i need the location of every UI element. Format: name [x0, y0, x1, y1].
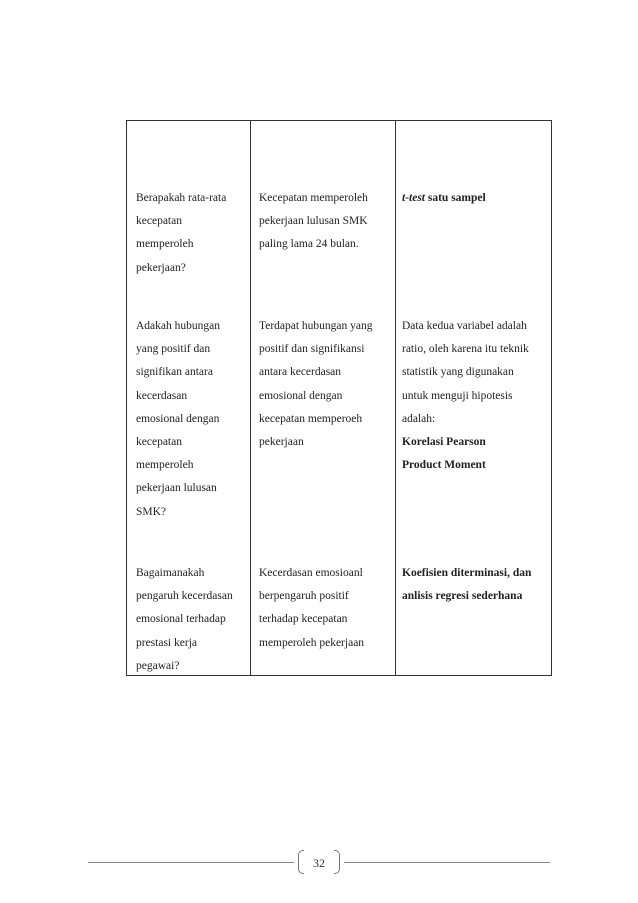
footer-rule-left — [88, 862, 294, 863]
row2-analysis: Data kedua variabel adalah ratio, oleh karena itu teknik statistik yang digunakan untuk menguji hipotesis adalah: Korelasi Pearson Product Moment — [402, 320, 529, 472]
row1-analysis: t-test satu sampel — [402, 192, 486, 204]
column-divider — [250, 121, 251, 675]
footer-rule-right — [344, 862, 550, 863]
row1-question: Berapakah rata-rata kecepatan memperoleh pekerjaan? — [136, 192, 227, 274]
row2-question: Adakah hubungan yang positif dan signifikan antara kecerdasan emosional dengan kecepatan memperoleh pekerjaan lulusan SMK? — [136, 320, 220, 518]
t-test-term: t-test — [402, 192, 425, 204]
column-divider — [395, 121, 396, 675]
page-number: 32 — [313, 856, 325, 870]
row3-hypothesis: Kecerdasan emosioanl berpengaruh positif terhadap kecepatan memperoleh pekerjaan — [259, 567, 365, 649]
row2-hypothesis: Terdapat hubungan yang positif dan signifikansi antara kecerdasan emosional dengan kecepatan memperoeh pekerjaan — [259, 320, 373, 449]
row3-question: Bagaimanakah pengaruh kecerdasan emosional terhadap prestasi kerja pegawai? — [136, 567, 233, 672]
row1-hypothesis: Kecepatan memperoleh pekerjaan lulusan SMK paling lama 24 bulan. — [259, 192, 368, 251]
research-table — [126, 120, 552, 676]
row3-analysis: Koefisien diterminasi, dan anlisis regresi sederhana — [402, 567, 532, 603]
